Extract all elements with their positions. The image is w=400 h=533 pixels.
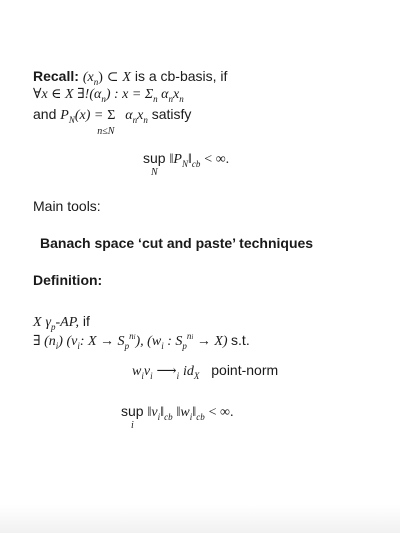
bottom-shade xyxy=(0,505,400,533)
definition-label: Definition: xyxy=(33,272,103,288)
space-x: X xyxy=(122,70,131,85)
definition-line-3: $w_iv_i$ $⟶_i$ $id_X$ point-norm xyxy=(132,362,279,381)
recall-sup-line: sup N $‖P_N‖_{cb}$ < ∞. xyxy=(143,150,230,178)
definition-line-2: ∃ $(n_i)$ ($v_i$: $X \to S_p^{ni}$), ($w_i$ : $S_p^{ni} \to X$) s.t. xyxy=(33,331,250,351)
recall-seq: $(x_n)$ xyxy=(82,70,103,87)
definition-sup-line: sup i $‖v_i‖_{cb}$ $‖w_i‖_{cb}$ < ∞. xyxy=(121,403,234,431)
recall-label: Recall: xyxy=(33,68,79,84)
recall-line-3: and $P_N(x) = \Sigma$ n≤N $\alpha_nx_n$ satisfy xyxy=(33,106,192,137)
definition-line-1: X $\gamma_p-AP$, if xyxy=(33,313,90,332)
recall-text: is a cb-basis, if xyxy=(134,68,228,84)
main-tools-label: Main tools: xyxy=(33,198,101,214)
recall-line-2: ∀x ∈ X $\exists!(\alpha_n)$ : $x = \Sigma_n$ $\alpha_nx_n$ xyxy=(33,87,184,104)
subset-symbol: ⊂ xyxy=(106,70,119,85)
recall-line-1 xyxy=(33,67,227,87)
banach-heading: Banach space ‘cut and paste’ techniques xyxy=(40,235,314,251)
